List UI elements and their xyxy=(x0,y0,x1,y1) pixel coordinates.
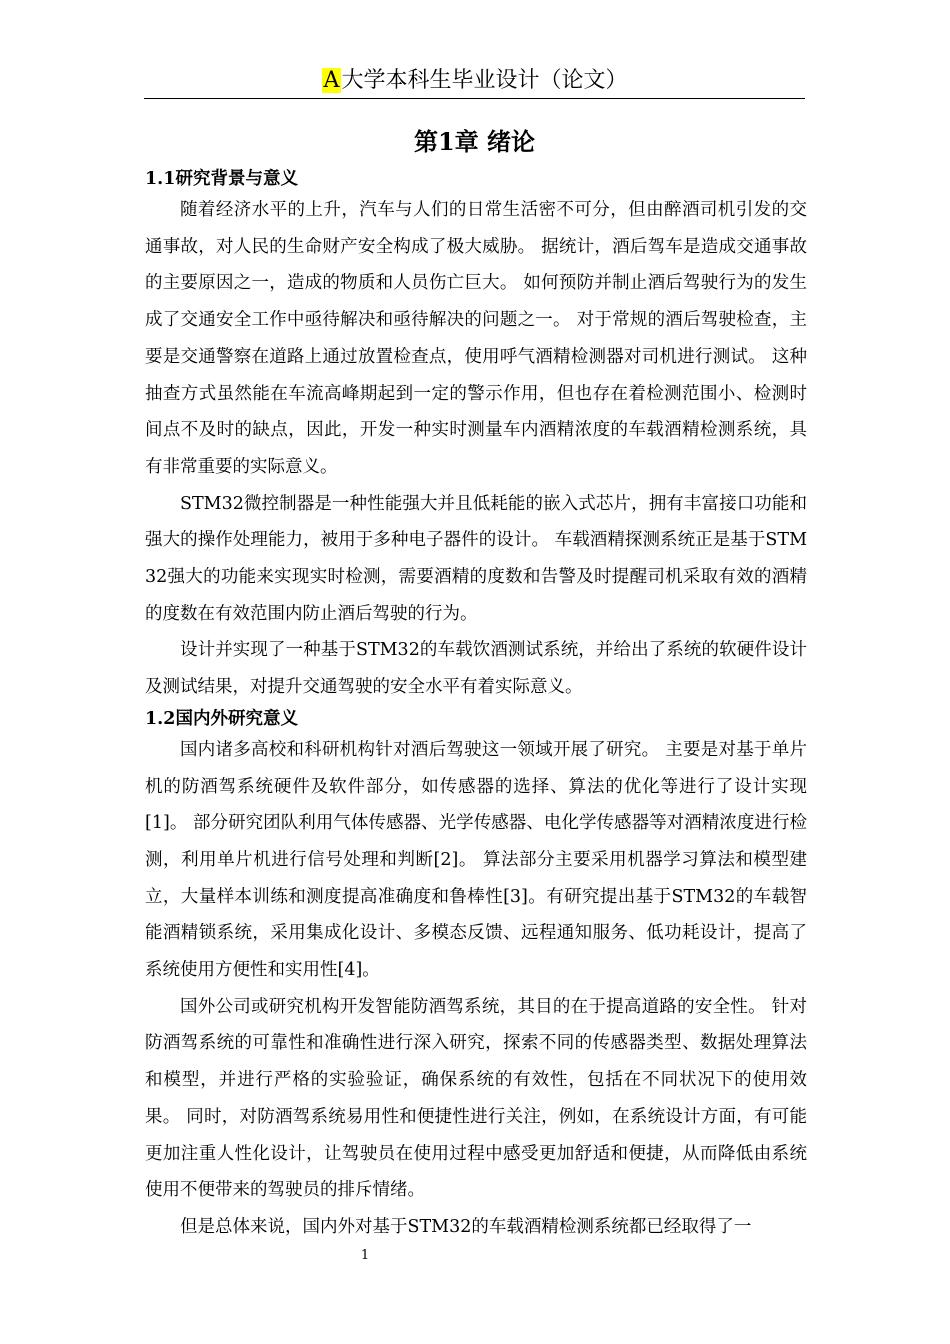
paragraph: 随着经济水平的上升，汽车与人们的日常生活密不可分，但由醉酒司机引发的交通事故，对人民的生命财产安全构成了极大威胁。 据统计，酒后驾车是造成交通事故的主要原因之一，造成的物质和人员伤亡巨大。 如何预防并制止酒后驾驶行为的发生成了交通安全工作中亟待解决和亟待解决的问题之一。 对于常规的酒后驾驶检查，主要是交通警察在道路上通过放置检查点，使用呼气酒精检测器对司机进行测试。 这种抽查方式虽然能在车流高峰期起到一定的警示作用，但也存在着检测范围小、检测时间点不及时的缺点，因此，开发一种实时测量车内酒精浓度的车载酒精检测系统，具有非常重要的实际意义。 xyxy=(145,200,807,477)
header-title: 大学本科生毕业设计（论文） xyxy=(341,68,628,93)
section-1-2 xyxy=(145,706,807,1246)
paragraph: STM32微控制器是一种性能强大并且低耗能的嵌入式芯片，拥有丰富接口功能和强大的操作处理能力，被用于多种电子器件的设计。 车载酒精探测系统正是基于STM32强大的功能来实现实时检测，需要酒精的度数和告警及时提醒司机采取有效的酒精的度数在有效范围内防止酒后驾驶的行为。 xyxy=(145,493,807,624)
chapter-title: 第1章 绪论 xyxy=(413,127,536,156)
section-1-1 xyxy=(145,166,807,706)
paragraph: 但是总体来说，国内外对基于STM32的车载酒精检测系统都已经取得了一 xyxy=(180,1216,752,1237)
page-number: 1 xyxy=(360,1248,370,1263)
page-header xyxy=(144,64,805,99)
section-heading: 1.1研究背景与意义 xyxy=(145,169,298,189)
section-heading: 1.2国内外研究意义 xyxy=(145,708,298,729)
paragraph: 国内诸多高校和科研机构针对酒后驾驶这一领域开展了研究。 主要是对基于单片机的防酒驾系统硬件及软件部分，如传感器的选择、算法的优化等进行了设计实现[1]。 部分研究团队利用气体传感器、光学传感器、电化学传感器等对酒精浓度进行检测，利用单片机进行信号处理和判断[2]。 算法部分主要采用机器学习算法和模型建立，大量样本训练和测度提高准确度和鲁棒性[3]。有研究提出基于STM32的车载智能酒精锁系统，采用集成化设计、多模态反馈、远程通知服务、低功耗设计，提高了系统使用方便性和实用性[4]。 xyxy=(145,739,807,981)
header-highlight: A xyxy=(323,68,340,93)
paragraph: 国外公司或研究机构开发智能防酒驾系统，其目的在于提高道路的安全性。 针对防酒驾系统的可靠性和准确性进行深入研究，探索不同的传感器类型、数据处理算法和模型，并进行严格的实验验证，确保系统的有效性，包括在不同状况下的使用效果。 同时，对防酒驾系统易用性和便捷性进行关注，例如，在系统设计方面，有可能更加注重人性化设计，让驾驶员在使用过程中感受更加舒适和便捷，从而降低由系统使用不便带来的驾驶员的排斥情绪。 xyxy=(145,996,807,1201)
body-content xyxy=(145,166,807,1246)
paragraph: 设计并实现了一种基于STM32的车载饮酒测试系统，并给出了系统的软硬件设计及测试结果，对提升交通驾驶的安全水平有着实际意义。 xyxy=(145,640,807,698)
